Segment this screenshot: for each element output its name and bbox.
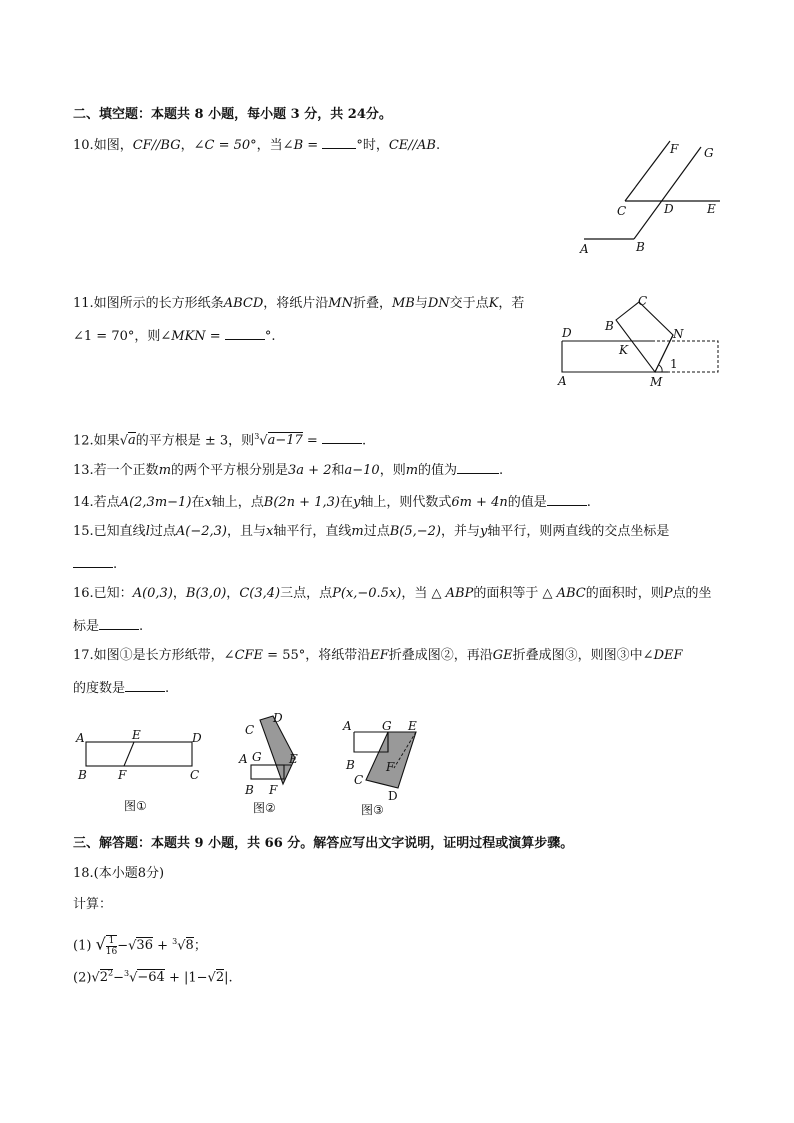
section2-total: 24	[347, 107, 366, 122]
section3-count: 9	[194, 836, 204, 851]
q12-text1: 12.如果	[73, 433, 120, 449]
q17-def: DEF	[653, 648, 683, 663]
q18-p2-minus: −	[113, 970, 124, 986]
section2-count: 8	[194, 107, 204, 122]
figure-q17-1	[72, 726, 212, 786]
section2-prefix: 二、填空题：本题共	[73, 107, 191, 122]
label-a: A	[343, 719, 352, 733]
q11-text2: ，将纸片沿	[263, 296, 329, 311]
q13-expr1: 3a + 2	[288, 463, 332, 478]
label-e: E	[132, 728, 141, 742]
label-b: B	[245, 783, 254, 797]
q15-text2: 过点	[149, 524, 176, 539]
q11-k: K	[488, 296, 499, 311]
q11-eq: =	[205, 329, 225, 344]
q14-y: y	[352, 495, 361, 510]
q12-eq: =	[302, 433, 322, 449]
q11-mkn: MKN	[171, 329, 206, 344]
q18-p1-end: ；	[193, 938, 207, 954]
label-g: G	[252, 750, 262, 764]
q15-l: l	[145, 524, 150, 539]
angle-1-arc	[659, 365, 662, 372]
rad-2: 2	[99, 970, 108, 986]
q18-p2-label: (2)	[73, 970, 92, 986]
label-d: D	[273, 711, 283, 725]
cbrt-neg-64: √−64	[129, 970, 165, 986]
q18-calc-label: 计算：	[73, 897, 113, 912]
q13-and: 和	[331, 463, 345, 478]
figure-q17-2	[233, 708, 313, 800]
frac-den: 16	[105, 946, 118, 957]
fraction-1-16	[106, 935, 117, 957]
label-g: G	[382, 719, 392, 733]
label-c: C	[245, 723, 255, 737]
label-d: D	[664, 202, 674, 216]
q11-text6: ，若	[498, 296, 525, 311]
q13-expr2: a−10	[344, 463, 380, 478]
label-d: D	[388, 789, 398, 803]
q17-ge: GE	[492, 648, 513, 663]
label-k: K	[619, 343, 628, 357]
q14-end: .	[586, 495, 591, 510]
q14-text2: 在	[191, 495, 205, 510]
figure-q10	[570, 135, 730, 260]
q14-text1: 14.若点	[73, 495, 120, 510]
q17-text2: = 55°，将纸带沿	[263, 648, 371, 663]
q18-part2	[73, 966, 233, 986]
q10-cond1: CF//BG	[132, 138, 181, 153]
cbrt-index: 3	[172, 937, 178, 946]
q12-answer-blank	[322, 431, 362, 444]
label-c: C	[190, 768, 200, 782]
section3-end: 分。解答应写出文字说明，证明过程或演算步骤。	[287, 836, 574, 851]
q15-text5: 过点	[363, 524, 390, 539]
question-10	[73, 136, 440, 154]
q15-point-a: A(−2,3)	[175, 524, 227, 539]
label-b: B	[346, 758, 355, 772]
q14-point-b: B(2n + 1,3)	[263, 495, 340, 510]
q16-text6: 点的坐	[672, 586, 712, 601]
section2-end: 分。	[365, 107, 392, 122]
section3-mid: 小题，共	[208, 836, 261, 851]
q15-text3: ，且与	[226, 524, 266, 539]
q14-text3: 轴上，点	[211, 495, 264, 510]
q12-rad: a−17	[267, 433, 303, 449]
label-e: E	[707, 202, 716, 216]
q11-text5: 交于点	[449, 296, 489, 311]
q14-expr: 6m + 4n	[451, 495, 508, 510]
question-17-line1	[73, 648, 683, 664]
section2-mid2: 分，共	[304, 107, 344, 122]
label-b: B	[605, 319, 614, 333]
figure-q17-3	[338, 712, 428, 807]
q11-mb: MB	[391, 296, 415, 311]
cbrt-index-2: 3	[124, 969, 130, 978]
section2-score: 3	[290, 107, 300, 122]
figure-q11	[552, 290, 727, 390]
q16-abc: ABC	[556, 586, 586, 601]
question-18-head: 18.(本小题8分)	[73, 866, 165, 881]
rad-neg-64: −64	[137, 970, 165, 986]
q15-answer-blank	[73, 555, 113, 568]
q17-answer-blank	[125, 679, 165, 692]
question-14	[73, 493, 591, 511]
q15-text7: 轴平行，则两直线的交点坐标是	[487, 524, 670, 539]
q15-text6: ，并与	[440, 524, 480, 539]
q17-end: .	[165, 681, 170, 696]
q16-point-p: P(x,−0.5x)	[332, 586, 402, 601]
q11-rect: ABCD	[223, 296, 264, 311]
cbrt-a-17: √a−17	[259, 433, 303, 449]
q13-m: m	[158, 463, 172, 478]
question-11-line2	[73, 327, 275, 345]
question-16-line1	[73, 586, 712, 602]
label-c: C	[638, 294, 648, 308]
line-bg	[634, 147, 701, 239]
question-11-line1	[73, 296, 524, 312]
q18-p1-label: (1)	[73, 938, 92, 954]
q17-text4: 折叠成图③，则图③中∠	[512, 648, 654, 663]
q18-p2-plus: + |1−	[164, 970, 208, 986]
q11-end: °.	[264, 329, 276, 344]
q11-text1: 11.如图所示的长方形纸条	[73, 296, 224, 311]
label-angle-1: 1	[670, 357, 678, 371]
q15-point-b: B(5,−2)	[389, 524, 441, 539]
q12-text2: 的平方根是 ± 3，则	[135, 433, 255, 449]
q14-point-a: A(2,3m−1)	[119, 495, 192, 510]
q13-text1: 13.若一个正数	[73, 463, 159, 478]
label-g: G	[704, 146, 714, 160]
q18-p2-end: |.	[224, 970, 233, 986]
q14-x: x	[204, 495, 212, 510]
sqrt-2-squared: $√2^2$	[91, 969, 114, 986]
q11-text3: 折叠，	[352, 296, 392, 311]
label-f: F	[386, 760, 395, 774]
question-15-line2	[73, 555, 117, 573]
frac-num: 1	[106, 936, 117, 947]
sqrt-a: √a	[119, 433, 136, 449]
q10-answer-blank	[322, 136, 356, 149]
q17-text1: 17.如图①是长方形纸带，∠	[73, 648, 235, 663]
sqrt-36: √36	[128, 938, 153, 954]
sqrt-sign-1: √	[95, 934, 106, 954]
section2-header	[73, 107, 392, 123]
q16-point-b: B(3,0)	[185, 586, 227, 601]
question-12	[73, 429, 366, 449]
question-16-line2	[73, 617, 143, 635]
caption-fig2: 图②	[253, 801, 276, 815]
q16-answer-blank	[99, 617, 139, 630]
q11-text4: 与	[414, 296, 428, 311]
q10-end: .	[435, 138, 441, 153]
q12-end: .	[361, 433, 367, 449]
original-strip	[562, 341, 718, 372]
q16-sep1: ，	[172, 586, 186, 601]
label-a: A	[239, 752, 248, 766]
q10-text3: °时，	[356, 138, 389, 153]
label-m: M	[650, 375, 663, 389]
folded-strip	[260, 716, 295, 784]
q16-text7: 标是	[73, 619, 100, 634]
label-e: E	[408, 719, 417, 733]
q14-text5: 轴上，则代数式	[360, 495, 452, 510]
q10-cond2: ∠C = 50°	[193, 138, 257, 153]
strip-rect	[86, 742, 192, 766]
rad-8: 8	[185, 938, 194, 954]
q16-text5: 的面积时，则	[585, 586, 664, 601]
q16-point-c: C(3,4)	[239, 586, 281, 601]
label-b: B	[636, 240, 645, 254]
q16-end: .	[139, 619, 144, 634]
q14-text6: 的值是	[507, 495, 547, 510]
label-a: A	[558, 374, 567, 388]
q15-text1: 15.已知直线	[73, 524, 146, 539]
q16-point-a: A(0,3)	[132, 586, 173, 601]
q16-text1: 16.已知：	[73, 586, 133, 601]
q18-p1-minus: −	[117, 938, 129, 954]
q15-m: m	[351, 524, 364, 539]
q10-text2: ，当∠	[256, 138, 294, 153]
section3-header	[73, 836, 573, 852]
q13-m2: m	[405, 463, 419, 478]
q18-p1-plus: +	[152, 938, 173, 954]
q10-text: 如图，	[93, 138, 133, 153]
q16-abp: ABP	[445, 586, 474, 601]
cbrt-8: √8	[177, 938, 194, 954]
label-f: F	[118, 768, 127, 782]
label-b: B	[78, 768, 87, 782]
q17-text5: 的度数是	[73, 681, 126, 696]
q16-text2: 三点，点	[280, 586, 333, 601]
section2-mid: 小题，每小题	[208, 107, 287, 122]
label-c: C	[354, 773, 364, 787]
label-d: D	[192, 731, 202, 745]
strip-left	[562, 341, 655, 372]
label-f: F	[670, 142, 679, 156]
q13-end: .	[499, 463, 504, 478]
q11-answer-blank	[225, 327, 265, 340]
q17-cfe: CFE	[234, 648, 264, 663]
q12-index: 3	[254, 432, 260, 441]
q13-text2: 的两个平方根分别是	[171, 463, 289, 478]
q14-text4: 在	[339, 495, 353, 510]
q13-text3: ，则	[379, 463, 406, 478]
exp-2: 2	[108, 969, 114, 978]
sqrt-2: √2	[207, 970, 225, 986]
question-17-line2	[73, 679, 169, 697]
question-13	[73, 461, 503, 479]
q10-sep: ，	[180, 138, 194, 153]
q10-var: B	[293, 138, 304, 153]
q16-p: P	[663, 586, 673, 601]
folded-part	[616, 302, 673, 372]
q10-conclusion: CE//AB	[388, 138, 436, 153]
q10-num: 10.	[73, 138, 94, 153]
rad-36: 36	[136, 938, 153, 954]
q11-text7: ∠1 = 70°，则∠	[73, 329, 172, 344]
q13-text4: 的值为	[418, 463, 458, 478]
q17-ef: EF	[370, 648, 389, 663]
caption-fig3: 图③	[361, 803, 384, 817]
label-d: D	[562, 326, 572, 340]
label-c: C	[617, 204, 627, 218]
q15-text4: 轴平行，直线	[273, 524, 352, 539]
q15-y: y	[479, 524, 488, 539]
label-e: E	[289, 752, 298, 766]
q16-text4: 的面积等于 △	[473, 586, 557, 601]
section3-total: 66	[264, 836, 283, 851]
label-f: F	[269, 783, 278, 797]
q13-answer-blank	[457, 461, 499, 474]
caption-fig1: 图①	[124, 799, 147, 813]
q11-fold: MN	[328, 296, 353, 311]
line-cf	[625, 141, 670, 201]
q16-sep2: ，	[226, 586, 240, 601]
q16-text3: ，当 △	[401, 586, 446, 601]
label-a: A	[580, 242, 589, 256]
q10-eq: =	[303, 138, 323, 153]
line-ef	[124, 742, 134, 766]
q12-radicand: a	[127, 433, 136, 449]
label-a: A	[76, 731, 85, 745]
q15-end: .	[113, 557, 118, 572]
q11-dn: DN	[427, 296, 450, 311]
section3-prefix: 三、解答题：本题共	[73, 836, 191, 851]
q18-part1	[73, 929, 207, 955]
q14-answer-blank	[547, 493, 587, 506]
q15-x: x	[266, 524, 274, 539]
q17-text3: 折叠成图②，再沿	[388, 648, 493, 663]
label-n: N	[673, 327, 684, 341]
question-15-line1	[73, 524, 669, 540]
rad-2b: 2	[215, 970, 225, 986]
